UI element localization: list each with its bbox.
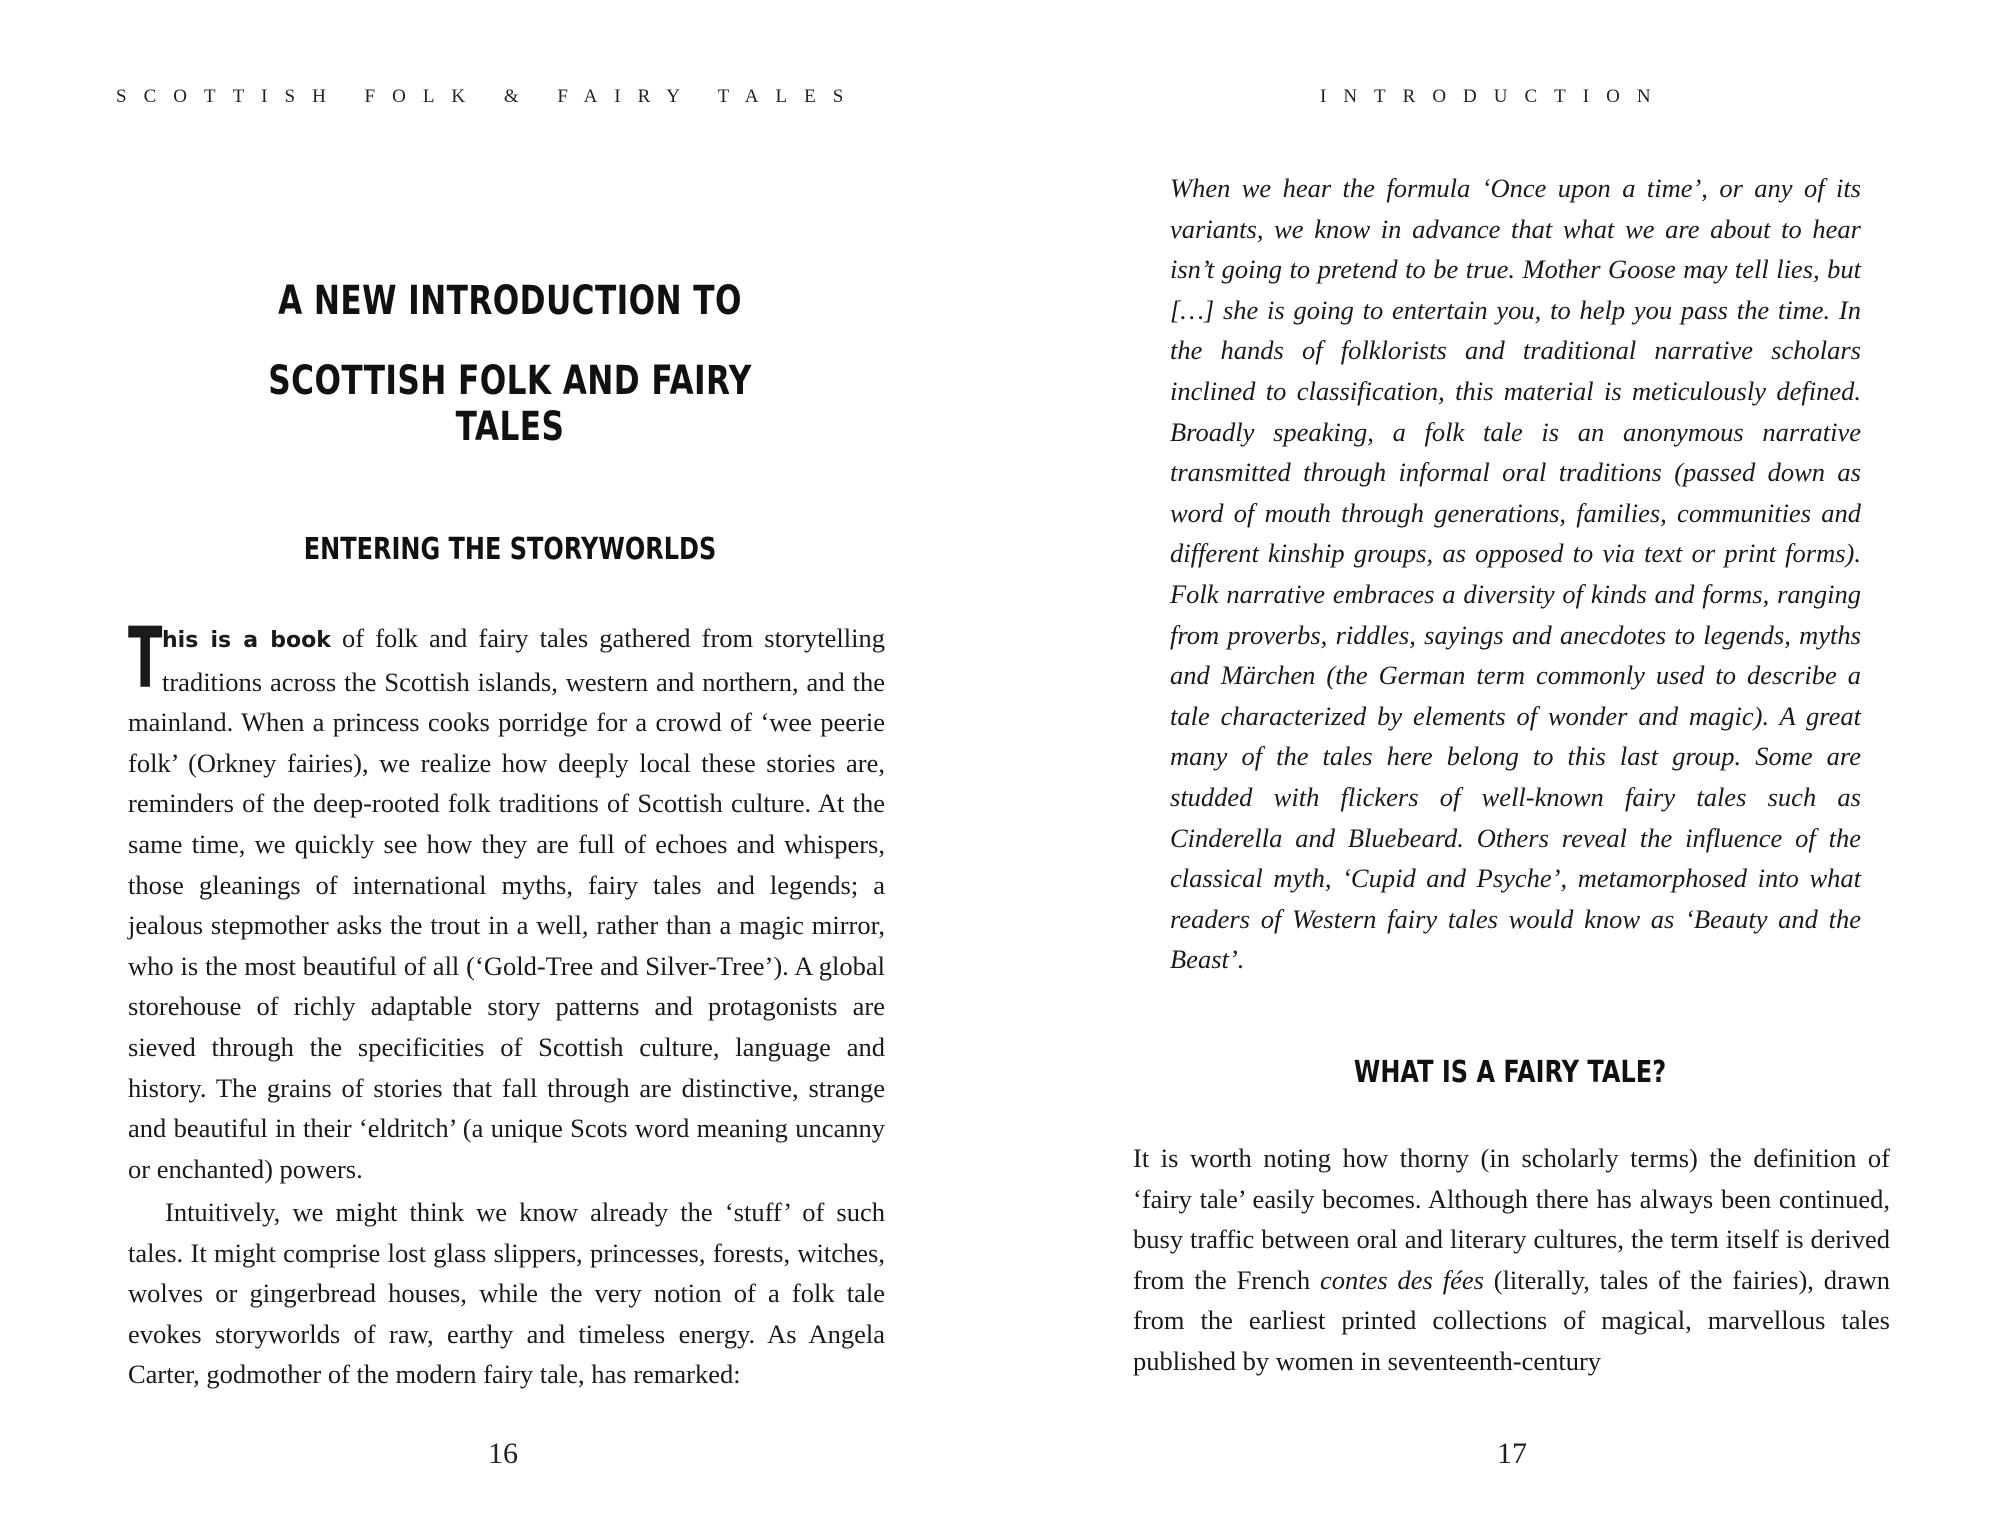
paragraph-3-start: It is worth noting how thorny (in scholarly terms) the definition of ‘fairy tale’ easily becomes. Although there has always been continued, busy traffic between oral and literary cultures, the term itself is derived from the French xyxy=(1133,1143,1890,1295)
chapter-title-line-1: A NEW INTRODUCTION TO xyxy=(278,278,742,324)
lead-in-text: his is a book xyxy=(162,628,331,653)
running-head-right: INTRODUCTION xyxy=(1320,86,1668,107)
right-page xyxy=(1000,0,2000,1529)
running-head-left: SCOTTISH FOLK & FAIRY TALES xyxy=(116,86,861,107)
body-paragraph-1 xyxy=(128,609,885,1189)
body-paragraph-3 xyxy=(1133,1138,1890,1382)
block-quote: When we hear the formula ‘Once upon a time’, or any of its variants, we know in advance that what we are about to hear isn’t going to pretend to be true. Mother Goose may tell lies, but […] she is going to entertain you, to help you pass the time. In the hands of folklorists and traditional narrative scholars inclined to classification, this material is meticulously defined. Broadly speaking, a folk tale is an anonymous narrative transmitted through informal oral traditions (passed down as word of mouth through generations, families, communities and different kinship groups, as opposed to via text or print forms). Folk narrative embraces a diversity of kinds and forms, ranging from proverbs, riddles, sayings and anecdotes to legends, myths and Märchen (the German term commonly used to describe a tale characterized by elements of wonder and magic). A great many of the tales here belong to this last group. Some are studded with flickers of well-known fairy tales such as Cinderella and Bluebeard. Others reveal the influence of the classical myth, ‘Cupid and Psyche’, metamorphosed into what readers of Western fairy tales would know as ‘Beauty and the Beast’. xyxy=(1170,173,1861,975)
chapter-title-line-2: SCOTTISH FOLK AND FAIRY TALES xyxy=(268,358,752,450)
section-heading-storyworlds: ENTERING THE STORYWORLDS xyxy=(303,532,717,567)
section-heading-fairy-tale: WHAT IS A FAIRY TALE? xyxy=(1353,1055,1667,1090)
body-paragraph-2: Intuitively, we might think we know already the ‘stuff’ of such tales. It might comprise lost glass slippers, princesses, forests, witches, wolves or gingerbread houses, while the very notion of a folk tale evokes storyworlds of raw, earthy and timeless energy. As Angela Carter, godmother of the modern fairy tale, has remarked: xyxy=(128,1197,885,1390)
paragraph-3-italic: contes des fées xyxy=(1320,1264,1484,1295)
page-number-left: 16 xyxy=(488,1437,518,1470)
page-number-right: 17 xyxy=(1497,1437,1527,1470)
paragraph-1-text: of folk and fairy tales gathered from storytelling traditions across the Scottish islands, western and northern, and the mainland. When a princess cooks porridge for a crowd of ‘wee peerie folk’ (Orkney fairies), we realize how deeply local these stories are, reminders of the deep-rooted folk traditions of Scottish culture. At the same time, we quickly see how they are full of echoes and whispers, those gleanings of international myths, fairy tales and legends; a jealous stepmother asks the trout in a well, rather than a magic mirror, who is the most beautiful of all (‘Gold-Tree and Silver-Tree’). A global storehouse of richly adaptable story patterns and protagonists are sieved through the specificities of Scottish culture, language and history. The grains of stories that fall through are distinctive, strange and beautiful in their ‘eldritch’ (a unique Scots word meaning uncanny or enchanted) powers. xyxy=(128,623,885,1184)
drop-cap: T xyxy=(128,609,163,707)
paragraph-3-end: (literally, tales of the fairies), drawn from the earliest printed collections of magical, marvellous tales published by women in seventeenth-century xyxy=(1133,1264,1890,1376)
